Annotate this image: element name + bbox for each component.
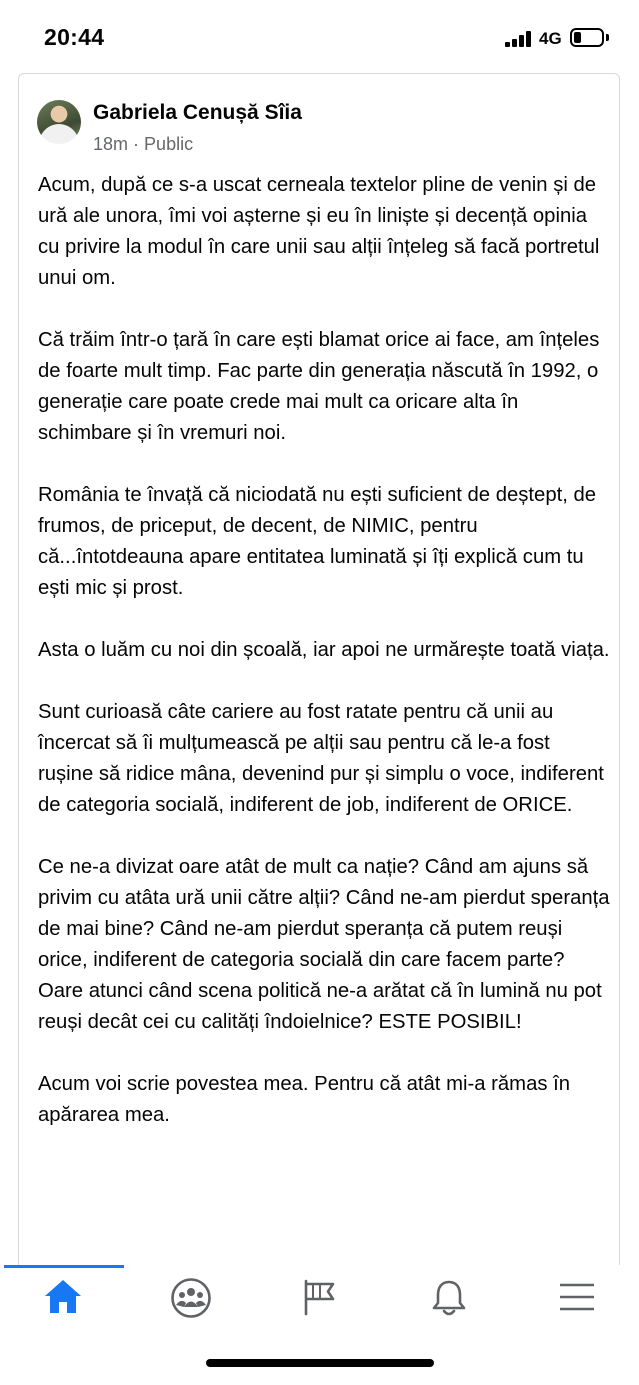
status-time: 20:44	[44, 24, 105, 50]
post-meta	[93, 134, 193, 155]
author-avatar[interactable]	[37, 100, 81, 144]
home-indicator[interactable]	[206, 1359, 434, 1367]
active-tab-indicator	[4, 1265, 124, 1268]
post-paragraph: Acum voi scrie povestea mea. Pentru că atât mi-a rămas în apărarea mea.	[38, 1073, 571, 1126]
bottom-navigation	[0, 1265, 639, 1385]
author-name[interactable]: Gabriela Cenușă Sîia	[93, 101, 302, 124]
nav-groups[interactable]	[156, 1277, 226, 1327]
post-text	[38, 170, 610, 1131]
post-paragraph: Asta o luăm cu noi din școală, iar apoi ne urmărește toată viața.	[38, 639, 610, 661]
status-bar	[0, 0, 639, 72]
battery-cap	[606, 34, 609, 41]
post-time[interactable]: 18m	[93, 134, 129, 154]
nav-home[interactable]	[28, 1277, 98, 1327]
home-icon	[43, 1277, 83, 1315]
nav-pages[interactable]	[285, 1277, 355, 1327]
post-paragraph: Că trăim într-o țară în care ești blamat orice ai face, am înțeles de foarte mult timp. Fac parte din generația născută în 1992, o generație care poate crede mai mult ca oricare alta în schimbare și în vremuri noi.	[38, 329, 600, 444]
menu-icon	[557, 1277, 597, 1317]
post-audience: Public	[144, 134, 194, 154]
notifications-bell-icon	[429, 1277, 469, 1319]
pages-flag-icon	[300, 1277, 340, 1317]
groups-icon	[170, 1277, 212, 1319]
signal-strength-icon	[505, 31, 531, 47]
post-paragraph: Ce ne-a divizat oare atât de mult ca nație? Când am ajuns să privim cu atâta ură unii către alții? Când ne-am pierdut speranța de mai bine? Când ne-am pierdut speranța că putem reuși orice, indiferent de categoria socială din care facem parte? Oare atunci când scena politică ne-a arătat că în lumină nu pot reuși decât cei cu calități îndoielnice? ESTE POSIBIL!	[38, 856, 610, 1033]
nav-notifications[interactable]	[414, 1277, 484, 1327]
battery-icon	[570, 28, 604, 47]
meta-separator: ·	[133, 134, 140, 154]
post-paragraph: Sunt curioasă câte cariere au fost ratate pentru că unii au încercat să îi mulțumească pe alții sau pentru că le-a fost rușine să ridice mâna, devenind pur și simplu o voce, indiferent de categoria socială, indiferent de job, indiferent de ORICE.	[38, 701, 604, 816]
post-paragraph: Acum, după ce s-a uscat cerneala textelor pline de venin și de ură ale unora, îmi voi așterne și eu în liniște și decență opinia cu privire la modul în care unii sau alții înțeleg să facă portretul unui om.	[38, 174, 600, 289]
post-card	[18, 73, 620, 1273]
post-paragraph: România te învață că niciodată nu ești suficient de deștept, de frumos, de priceput, de decent, de NIMIC, pentru că...întotdeauna apare entitatea luminată și îți explică cum tu ești mic și prost.	[38, 484, 597, 599]
nav-menu[interactable]	[542, 1277, 612, 1327]
network-type: 4G	[539, 29, 562, 48]
